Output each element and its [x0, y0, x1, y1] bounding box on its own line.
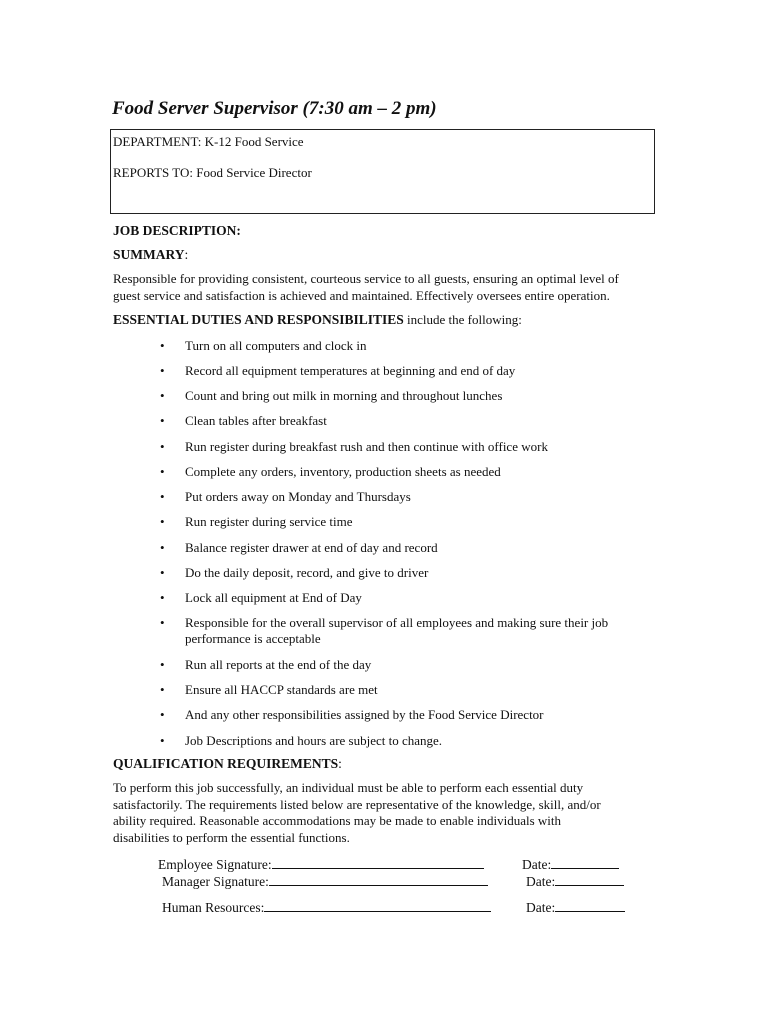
- bullet-icon: •: [160, 514, 165, 529]
- employee-date-line: [522, 855, 619, 873]
- qualifications-heading-colon: :: [338, 756, 342, 771]
- employee-date-field[interactable]: [551, 855, 619, 869]
- duty-text: Responsible for the overall supervisor of all employees and making sure their job performance is acceptable: [185, 615, 609, 646]
- bullet-icon: •: [160, 657, 165, 672]
- bullet-icon: •: [160, 682, 165, 697]
- bullet-icon: •: [160, 388, 165, 403]
- hr-signature-label: Human Resources:: [162, 900, 265, 915]
- employee-signature-line: [158, 855, 484, 873]
- duty-text: Put orders away on Monday and Thursdays: [185, 489, 411, 504]
- bullet-icon: •: [160, 733, 165, 748]
- duties-heading: [113, 312, 522, 328]
- manager-signature-field[interactable]: [269, 872, 488, 886]
- bullet-icon: •: [160, 338, 165, 353]
- bullet-icon: •: [160, 707, 165, 722]
- qualifications-paragraph: [113, 780, 658, 846]
- duty-text: Clean tables after breakfast: [185, 413, 327, 428]
- manager-date-line: [526, 872, 624, 890]
- bullet-icon: •: [160, 439, 165, 454]
- bullet-icon: •: [160, 540, 165, 555]
- duties-heading-text: ESSENTIAL DUTIES AND RESPONSIBILITIES: [113, 312, 404, 327]
- qualifications-line-4: disabilities to perform the essential functions.: [113, 829, 350, 845]
- bullet-icon: •: [160, 590, 165, 605]
- document-title: Food Server Supervisor (7:30 am – 2 pm): [112, 98, 437, 119]
- duty-text: Do the daily deposit, record, and give to driver: [185, 565, 429, 580]
- employee-signature-label: Employee Signature:: [158, 857, 272, 872]
- qualifications-line-1: To perform this job successfully, an individual must be able to perform each essential duty: [113, 780, 584, 795]
- duty-text: Ensure all HACCP standards are met: [185, 682, 378, 697]
- bullet-icon: •: [160, 363, 165, 378]
- employee-date-label: Date:: [522, 857, 552, 872]
- job-description-heading: JOB DESCRIPTION:: [113, 223, 241, 238]
- department-line: DEPARTMENT: K-12 Food Service: [113, 134, 304, 149]
- manager-date-field[interactable]: [555, 872, 624, 886]
- duty-text: Count and bring out milk in morning and throughout lunches: [185, 388, 503, 403]
- hr-date-field[interactable]: [555, 898, 625, 912]
- duty-text: And any other responsibilities assigned by the Food Service Director: [185, 707, 544, 722]
- duty-text: Record all equipment temperatures at beginning and end of day: [185, 363, 516, 378]
- duty-text: Turn on all computers and clock in: [185, 338, 367, 353]
- hr-signature-line: [162, 898, 491, 916]
- manager-signature-label: Manager Signature:: [162, 874, 269, 889]
- manager-date-label: Date:: [526, 874, 556, 889]
- summary-heading: [113, 247, 188, 263]
- hr-date-line: [526, 898, 625, 916]
- bullet-icon: •: [160, 489, 165, 504]
- summary-line-2: guest service and satisfaction is achieved and maintained. Effectively oversees entire operation.: [113, 287, 610, 303]
- duty-text: Run all reports at the end of the day: [185, 657, 372, 672]
- employee-signature-field[interactable]: [272, 855, 484, 869]
- manager-signature-line: [162, 872, 488, 890]
- hr-signature-field[interactable]: [264, 898, 491, 912]
- hr-date-label: Date:: [526, 900, 556, 915]
- summary-heading-colon: :: [184, 247, 189, 262]
- summary-heading-text: SUMMARY: [113, 247, 185, 262]
- duty-text: Complete any orders, inventory, production sheets as needed: [185, 464, 501, 479]
- bullet-icon: •: [160, 413, 165, 428]
- summary-paragraph: [113, 271, 658, 304]
- reports-to-line: REPORTS TO: Food Service Director: [113, 165, 312, 180]
- duty-text: Run register during breakfast rush and then continue with office work: [185, 439, 548, 454]
- bullet-icon: •: [160, 565, 165, 580]
- bullet-icon: •: [160, 464, 165, 479]
- duty-text: Run register during service time: [185, 514, 353, 529]
- qualifications-heading-text: QUALIFICATION REQUIREMENTS: [113, 756, 339, 771]
- summary-line-1: Responsible for providing consistent, courteous service to all guests, ensuring an optimal level of: [113, 271, 619, 286]
- duty-text: Balance register drawer at end of day and record: [185, 540, 438, 555]
- qualifications-line-2: satisfactorily. The requirements listed below are representative of the knowledge, skill, and/or: [113, 796, 601, 812]
- duties-intro: include the following:: [403, 312, 522, 327]
- duty-text: Job Descriptions and hours are subject to change.: [185, 733, 443, 748]
- qualifications-heading: [113, 756, 342, 772]
- bullet-icon: •: [160, 615, 165, 630]
- duty-text: Lock all equipment at End of Day: [185, 590, 362, 605]
- qualifications-line-3: ability required. Reasonable accommodations may be made to enable individuals with: [113, 813, 562, 828]
- department-info-box: [110, 129, 655, 214]
